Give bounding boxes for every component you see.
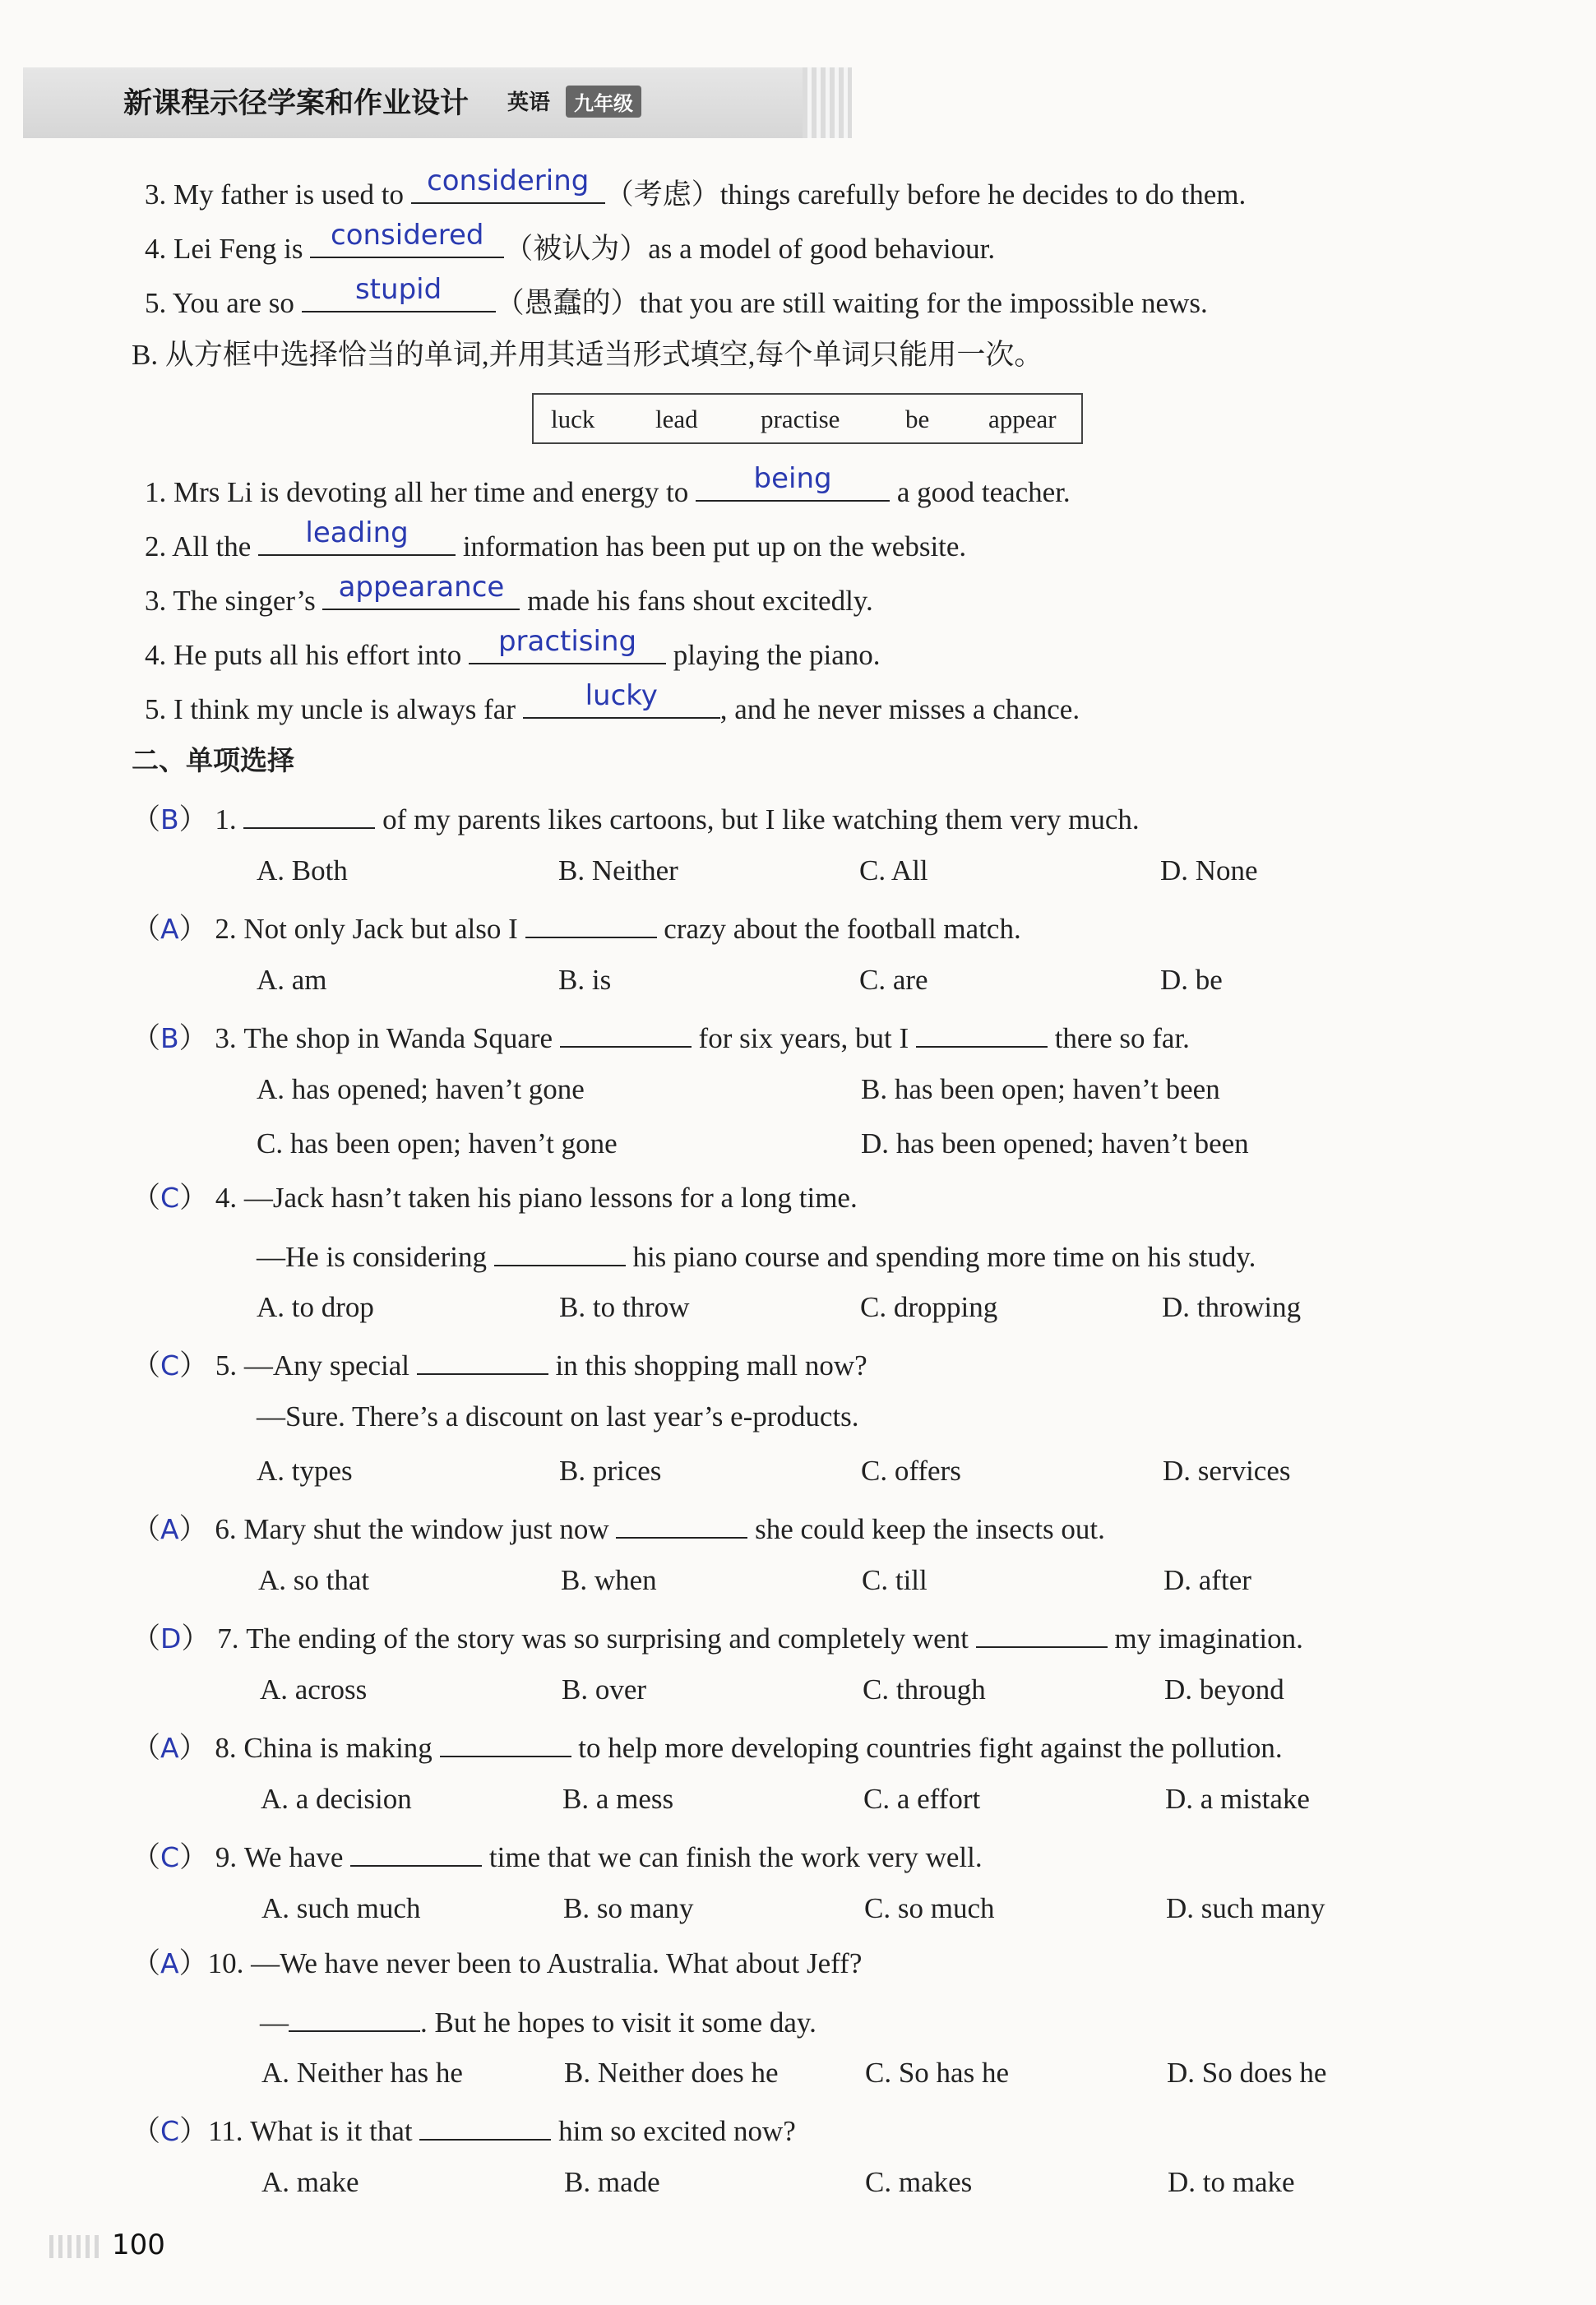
answer-blank[interactable]: leading [258,526,456,556]
mc-option: B. over [562,1673,647,1706]
mc-option: B. Neither does he [564,2057,779,2089]
mc-option: A. such much [261,1892,421,1924]
mc-option: A. Neither has he [261,2057,463,2089]
answer-blank[interactable]: stupid [302,283,496,312]
section-title: 二、单项选择 [132,744,294,776]
answer-blank [289,2002,420,2032]
partA-item-5: 5. You are so stupid （愚蠢的）that you are still waiting for the impossible news. [145,273,1208,319]
word-box-item: appear [988,405,1057,433]
mc-option: D. to make [1168,2166,1295,2198]
partA-item-4: 4. Lei Feng is considered （被认为）as a model of good behaviour. [145,219,996,265]
word-box-item: be [905,405,930,433]
mc-option: A. types [257,1455,353,1487]
mc-question-3: （B） 3. The shop in Wanda Square for six years, but I there so far. [132,1018,1190,1055]
mc-option: B. made [564,2166,660,2198]
mc-option: C. are [859,964,928,996]
mc-question-1: （B） 1. of my parents likes cartoons, but I like watching them very much. [132,799,1140,836]
word-box-item: lead [655,405,698,433]
word-box-item: practise [761,405,840,433]
mc-question-4-reply: —He is considering his piano course and spending more time on his study. [257,1237,1256,1274]
answer-blank[interactable]: considered [310,229,504,258]
mc-option: C. so much [864,1892,995,1924]
partB-item-3: 3. The singer’s appearance made his fans shout excitedly. [145,571,873,617]
mc-option: C. through [863,1673,986,1706]
mc-option: B. a mess [562,1783,674,1815]
mc-option: D. be [1160,964,1223,996]
word-box-item: luck [551,405,595,433]
mc-option: C. So has he [865,2057,1009,2089]
mc-answer[interactable]: D [160,1622,182,1655]
mc-question-7: （D） 7. The ending of the story was so surprising and completely went my imagination. [132,1618,1303,1655]
answer-blank [440,1728,571,1757]
answer-blank [417,1345,548,1375]
page-number-bars [49,2235,100,2258]
mc-option: B. is [558,964,612,996]
mc-question-5-reply: —Sure. There’s a discount on last year’s e-products. [257,1400,859,1433]
subject-label: 英语 [507,90,551,115]
mc-option: D. So does he [1167,2057,1327,2089]
answer-blank [560,1018,692,1048]
mc-option: A. so that [258,1564,370,1596]
mc-question-10-reply: — . But he hopes to visit it some day. [260,2002,817,2039]
book-title: 新课程示径学案和作业设计 [123,87,470,120]
mc-option: C. makes [865,2166,973,2198]
answer-blank [419,2111,551,2141]
mc-question-8: （A） 8. China is making to help more developing countries fight against the pollution. [132,1728,1283,1765]
answer-blank[interactable]: lucky [523,689,720,719]
mc-option: A. Both [257,854,348,886]
mc-option: C. offers [861,1455,961,1487]
page-number: 100 [112,2229,165,2261]
mc-question-10: （A）10. —We have never been to Australia. What about Jeff? [132,1947,863,1979]
mc-option: B. has been open; haven’t been [861,1073,1220,1105]
mc-option: D. such many [1166,1892,1325,1924]
mc-option: A. has opened; haven’t gone [257,1073,585,1105]
grade-badge: 九年级 [566,86,641,118]
mc-option: D. beyond [1164,1673,1284,1706]
answer-blank [243,799,375,829]
partA-item-3: 3. My father is used to considering （考虑）things carefully before he decides to do them. [145,164,1247,211]
answer-blank[interactable]: being [696,472,890,502]
partB-item-5: 5. I think my uncle is always far lucky , and he never misses a chance. [145,679,1080,725]
answer-blank [616,1509,747,1539]
mc-option: D. after [1163,1564,1251,1596]
mc-question-6: （A） 6. Mary shut the window just now she could keep the insects out. [132,1509,1105,1546]
mc-question-4: （C） 4. —Jack hasn’t taken his piano lessons for a long time. [132,1182,858,1214]
mc-option: C. a effort [863,1783,981,1815]
mc-option: C. dropping [860,1291,998,1323]
mc-answer[interactable]: B [160,803,179,835]
mc-answer[interactable]: C [160,1182,180,1214]
mc-answer[interactable]: A [160,913,179,945]
answer-blank [350,1837,482,1867]
mc-option: B. so many [563,1892,694,1924]
mc-question-5: （C） 5. —Any special in this shopping mall now? [132,1345,867,1382]
mc-question-11: （C）11. What is it that him so excited now? [132,2111,796,2148]
mc-answer[interactable]: C [160,2115,180,2147]
answer-blank [916,1018,1048,1048]
answer-blank[interactable]: practising [469,635,666,664]
mc-answer[interactable]: A [160,1947,179,1979]
mc-question-2: （A） 2. Not only Jack but also I crazy about the football match. [132,909,1021,946]
mc-answer[interactable]: C [160,1349,180,1382]
answer-blank [976,1618,1108,1648]
mc-option: D. services [1163,1455,1291,1487]
header-stripes [803,67,852,138]
partB-item-1: 1. Mrs Li is devoting all her time and energy to being a good teacher. [145,462,1071,508]
mc-option: C. till [862,1564,928,1596]
mc-option: A. am [257,964,327,996]
mc-option: B. when [561,1564,657,1596]
partB-instruction: B. 从方框中选择恰当的单词,并用其适当形式填空,每个单词只能用一次。 [132,339,1043,371]
mc-option: A. a decision [261,1783,412,1815]
mc-option: D. has been opened; haven’t been [861,1127,1249,1159]
partB-item-4: 4. He puts all his effort into practising playing the piano. [145,625,881,671]
mc-option: D. a mistake [1165,1783,1310,1815]
mc-option: D. None [1160,854,1258,886]
mc-answer[interactable]: A [160,1513,179,1545]
mc-option: B. to throw [559,1291,690,1323]
answer-blank [525,909,657,938]
mc-option: B. prices [559,1455,662,1487]
mc-answer[interactable]: A [160,1732,179,1764]
mc-answer[interactable]: B [160,1022,179,1054]
mc-option: D. throwing [1162,1291,1302,1323]
mc-option: B. Neither [558,854,678,886]
answer-blank [494,1237,626,1266]
mc-option: A. make [261,2166,359,2198]
mc-option: C. All [859,854,928,886]
answer-blank[interactable]: considering [411,174,605,204]
partB-item-2: 2. All the leading information has been put up on the website. [145,516,967,562]
answer-blank[interactable]: appearance [322,581,520,610]
mc-option: A. to drop [257,1291,374,1323]
mc-answer[interactable]: C [160,1841,180,1873]
mc-option: C. has been open; haven’t gone [257,1127,618,1159]
mc-option: A. across [260,1673,368,1706]
mc-question-9: （C） 9. We have time that we can finish the work very well. [132,1837,983,1874]
